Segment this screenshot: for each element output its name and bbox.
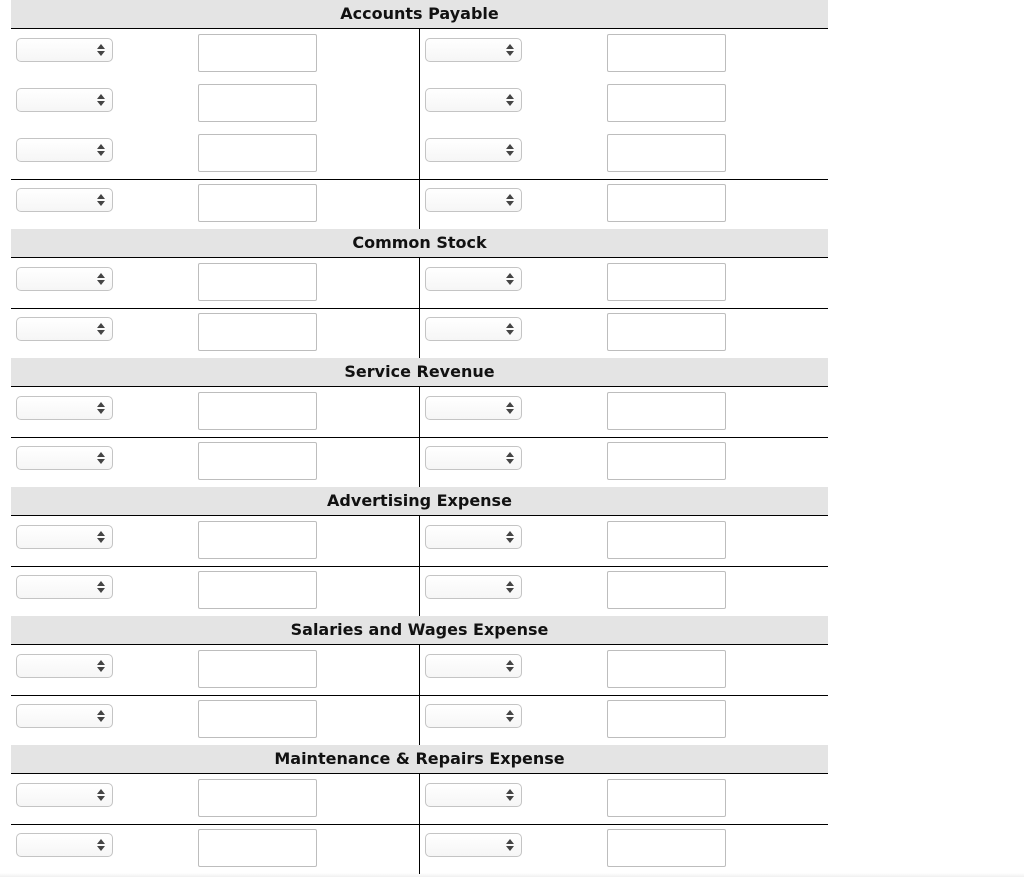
credit-account-select[interactable] <box>425 88 522 112</box>
debit-account-select[interactable] <box>16 446 113 470</box>
credit-account-select[interactable] <box>425 704 522 728</box>
up-down-arrows-icon <box>506 322 514 336</box>
entry-row <box>11 308 828 358</box>
t-account-ledger <box>11 0 828 877</box>
up-down-arrows-icon <box>506 193 514 207</box>
credit-amount-input[interactable] <box>607 313 726 351</box>
credit-account-select[interactable] <box>425 267 522 291</box>
entry-row <box>11 437 828 487</box>
up-down-arrows-icon <box>506 530 514 544</box>
up-down-arrows-icon <box>506 272 514 286</box>
debit-account-select[interactable] <box>16 396 113 420</box>
up-down-arrows-icon <box>506 838 514 852</box>
debit-account-select[interactable] <box>16 525 113 549</box>
up-down-arrows-icon <box>97 580 105 594</box>
entry-row <box>11 29 828 79</box>
up-down-arrows-icon <box>97 659 105 673</box>
debit-account-select[interactable] <box>16 575 113 599</box>
up-down-arrows-icon <box>506 143 514 157</box>
account-title: Common Stock <box>11 229 828 258</box>
debit-amount-input[interactable] <box>198 34 317 72</box>
credit-amount-input[interactable] <box>607 779 726 817</box>
credit-amount-input[interactable] <box>607 521 726 559</box>
account-title: Salaries and Wages Expense <box>11 616 828 645</box>
debit-account-select[interactable] <box>16 783 113 807</box>
credit-amount-input[interactable] <box>607 571 726 609</box>
credit-amount-input[interactable] <box>607 442 726 480</box>
entry-row <box>11 516 828 566</box>
account-entries <box>11 29 828 229</box>
up-down-arrows-icon <box>97 709 105 723</box>
account-title: Advertising Expense <box>11 487 828 516</box>
credit-amount-input[interactable] <box>607 263 726 301</box>
credit-account-select[interactable] <box>425 38 522 62</box>
debit-account-select[interactable] <box>16 704 113 728</box>
account-entries <box>11 258 828 358</box>
credit-account-select[interactable] <box>425 317 522 341</box>
bottom-scroll-edge <box>0 873 1024 877</box>
up-down-arrows-icon <box>97 93 105 107</box>
t-account-maintenance-and-repairs-expense <box>11 745 828 874</box>
account-entries <box>11 387 828 487</box>
credit-amount-input[interactable] <box>607 392 726 430</box>
credit-amount-input[interactable] <box>607 184 726 222</box>
debit-account-select[interactable] <box>16 267 113 291</box>
up-down-arrows-icon <box>97 43 105 57</box>
up-down-arrows-icon <box>97 401 105 415</box>
account-title: Service Revenue <box>11 358 828 387</box>
entry-row <box>11 179 828 229</box>
entry-row <box>11 387 828 437</box>
debit-account-select[interactable] <box>16 38 113 62</box>
credit-account-select[interactable] <box>425 446 522 470</box>
debit-amount-input[interactable] <box>198 779 317 817</box>
debit-amount-input[interactable] <box>198 442 317 480</box>
up-down-arrows-icon <box>506 93 514 107</box>
account-title: Accounts Payable <box>11 0 828 29</box>
debit-amount-input[interactable] <box>198 184 317 222</box>
up-down-arrows-icon <box>506 659 514 673</box>
up-down-arrows-icon <box>97 838 105 852</box>
up-down-arrows-icon <box>97 322 105 336</box>
credit-account-select[interactable] <box>425 138 522 162</box>
up-down-arrows-icon <box>97 143 105 157</box>
entry-row <box>11 79 828 129</box>
debit-account-select[interactable] <box>16 317 113 341</box>
credit-account-select[interactable] <box>425 833 522 857</box>
t-account-service-revenue <box>11 358 828 487</box>
credit-account-select[interactable] <box>425 575 522 599</box>
debit-account-select[interactable] <box>16 654 113 678</box>
up-down-arrows-icon <box>97 788 105 802</box>
entry-row <box>11 695 828 745</box>
t-account-common-stock <box>11 229 828 358</box>
credit-amount-input[interactable] <box>607 700 726 738</box>
debit-amount-input[interactable] <box>198 313 317 351</box>
credit-account-select[interactable] <box>425 654 522 678</box>
up-down-arrows-icon <box>97 272 105 286</box>
credit-account-select[interactable] <box>425 783 522 807</box>
entry-row <box>11 566 828 616</box>
entry-row <box>11 645 828 695</box>
up-down-arrows-icon <box>506 43 514 57</box>
entry-row <box>11 824 828 874</box>
credit-amount-input[interactable] <box>607 650 726 688</box>
debit-amount-input[interactable] <box>198 263 317 301</box>
debit-account-select[interactable] <box>16 138 113 162</box>
debit-account-select[interactable] <box>16 188 113 212</box>
t-account-salaries-and-wages-expense <box>11 616 828 745</box>
debit-amount-input[interactable] <box>198 134 317 172</box>
debit-amount-input[interactable] <box>198 571 317 609</box>
debit-amount-input[interactable] <box>198 392 317 430</box>
debit-account-select[interactable] <box>16 833 113 857</box>
account-title: Maintenance & Repairs Expense <box>11 745 828 774</box>
debit-amount-input[interactable] <box>198 84 317 122</box>
account-entries <box>11 774 828 874</box>
credit-amount-input[interactable] <box>607 134 726 172</box>
debit-amount-input[interactable] <box>198 650 317 688</box>
up-down-arrows-icon <box>97 193 105 207</box>
t-account-accounts-payable <box>11 0 828 229</box>
up-down-arrows-icon <box>506 401 514 415</box>
up-down-arrows-icon <box>506 451 514 465</box>
up-down-arrows-icon <box>506 788 514 802</box>
credit-amount-input[interactable] <box>607 829 726 867</box>
account-entries <box>11 516 828 616</box>
credit-account-select[interactable] <box>425 396 522 420</box>
up-down-arrows-icon <box>97 530 105 544</box>
debit-account-select[interactable] <box>16 88 113 112</box>
up-down-arrows-icon <box>506 709 514 723</box>
entry-row <box>11 774 828 824</box>
up-down-arrows-icon <box>506 580 514 594</box>
entry-row <box>11 258 828 308</box>
debit-amount-input[interactable] <box>198 700 317 738</box>
entry-row <box>11 129 828 179</box>
credit-account-select[interactable] <box>425 525 522 549</box>
account-entries <box>11 645 828 745</box>
debit-amount-input[interactable] <box>198 521 317 559</box>
debit-amount-input[interactable] <box>198 829 317 867</box>
credit-amount-input[interactable] <box>607 34 726 72</box>
t-account-advertising-expense <box>11 487 828 616</box>
up-down-arrows-icon <box>97 451 105 465</box>
credit-account-select[interactable] <box>425 188 522 212</box>
credit-amount-input[interactable] <box>607 84 726 122</box>
